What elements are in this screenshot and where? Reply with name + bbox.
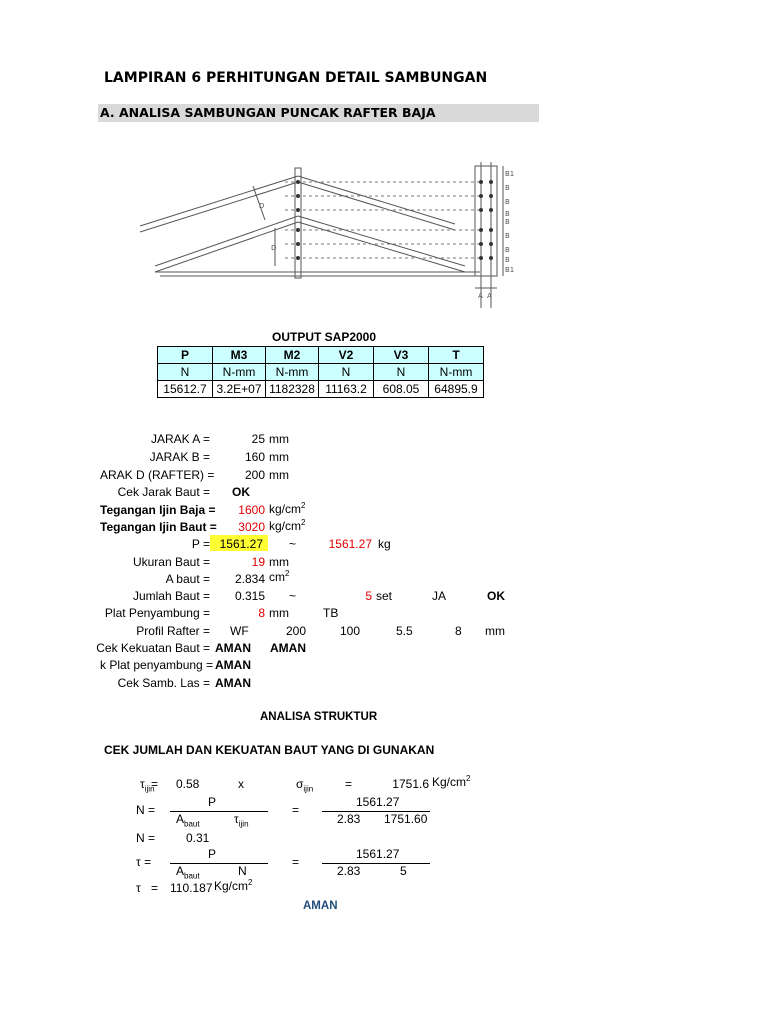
tau-num-value: 1561.27 xyxy=(356,847,400,861)
plat-tb: TB xyxy=(323,606,339,620)
cek-kekuatan-value: AMAN xyxy=(215,641,251,655)
n-num-value: 1561.27 xyxy=(356,795,400,809)
value-m3: 3.2E+07 xyxy=(213,381,266,398)
profil-height: 200 xyxy=(286,624,307,638)
tau-result-value: 110.187 xyxy=(170,881,213,895)
tegangan-baut-label: Tegangan Ijin Baut = xyxy=(100,520,217,534)
n-eq: = xyxy=(292,803,300,817)
unit-t: N-mm xyxy=(429,364,484,381)
jarak-d-unit: mm xyxy=(269,468,289,482)
jumlah-baut-set-unit: set xyxy=(376,589,393,603)
jumlah-baut-label: Jumlah Baut = xyxy=(132,589,210,603)
jumlah-baut-tilde: ~ xyxy=(289,589,297,603)
plat-value: 8 xyxy=(258,606,265,620)
unit-m2: N-mm xyxy=(266,364,319,381)
cek-jarak-label: Cek Jarak Baut = xyxy=(117,485,210,499)
p-tilde: ~ xyxy=(289,537,297,551)
tau-denominator-a: $A_{baut}$ xyxy=(176,864,200,881)
dim-d-lower: D xyxy=(271,244,277,252)
section-a-title: A. ANALISA SAMBUNGAN PUNCAK RAFTER BAJA xyxy=(100,105,436,120)
sigma-ijin-symbol: $\sigma_{ijin}$ xyxy=(296,777,314,794)
profil-flange: 8 xyxy=(455,624,462,638)
sap-output-table xyxy=(157,346,484,398)
ukuran-baut-unit: mm xyxy=(269,555,289,569)
unit-v2: N xyxy=(319,364,374,381)
tau-ijin-symbol: $\tau_{ijin}$ xyxy=(140,777,155,794)
unit-m3: N-mm xyxy=(213,364,266,381)
dim-b-3: B xyxy=(505,210,510,218)
tau-den-value-b: 5 xyxy=(400,864,407,878)
a-baut-label: A baut = xyxy=(165,572,210,586)
unit-v3: N xyxy=(374,364,429,381)
dim-b-2: B xyxy=(505,198,510,206)
jarak-a-unit: mm xyxy=(269,432,289,446)
jumlah-baut-set: 5 xyxy=(365,589,372,603)
analisa-title: ANALISA STRUKTUR xyxy=(260,711,378,723)
sigma-value: 1751.6 xyxy=(392,777,429,791)
profil-wf: WF xyxy=(230,624,249,638)
tegangan-baut-unit: $kg/cm^2$ xyxy=(269,518,306,533)
header-t: T xyxy=(429,347,484,364)
jarak-d-label: ARAK D (RAFTER) = xyxy=(100,468,215,482)
n-denominator-tau: $\tau_{ijin}$ xyxy=(234,812,249,829)
a-baut-value: 2.834 xyxy=(234,572,265,586)
jarak-a-value: 25 xyxy=(251,432,265,446)
plat-unit: mm xyxy=(269,606,289,620)
profil-web: 5.5 xyxy=(396,624,413,638)
header-v2: V2 xyxy=(319,347,374,364)
dim-b-5: B xyxy=(505,232,510,240)
dim-b-1: B xyxy=(505,184,510,192)
header-m3: M3 xyxy=(213,347,266,364)
header-m2: M2 xyxy=(266,347,319,364)
dim-b-4: B xyxy=(505,218,510,226)
p-value-rounded: 1561.27 xyxy=(328,537,372,551)
profil-label: Profil Rafter = xyxy=(136,624,210,638)
tau-label: τ = xyxy=(136,855,152,869)
tau-result-unit: $Kg/cm^2$ xyxy=(214,878,253,893)
ukuran-baut-value: 19 xyxy=(251,555,265,569)
n-denominator-a: $A_{baut}$ xyxy=(176,812,200,829)
cek-plat-value: AMAN xyxy=(215,658,251,672)
value-p: 15612.7 xyxy=(158,381,213,398)
p-value: 1561.27 xyxy=(219,537,263,551)
tau-eq: = xyxy=(151,777,159,791)
cek-las-value: AMAN xyxy=(215,676,251,690)
tegangan-baja-unit: $kg/cm^2$ xyxy=(269,501,306,516)
jumlah-baut-value: 0.315 xyxy=(234,589,265,603)
tau-den-value-a: 2.83 xyxy=(337,864,361,878)
header-v3: V3 xyxy=(374,347,429,364)
p-unit: kg xyxy=(378,537,391,551)
tau-denominator-n: N xyxy=(238,864,247,878)
coef-value: 0.58 xyxy=(176,777,200,791)
a-baut-unit: $cm^2$ xyxy=(269,569,290,584)
rafter-connection-drawing xyxy=(135,158,515,318)
plat-label: Plat Penyambung = xyxy=(104,606,210,620)
n-den-value-a: 2.83 xyxy=(337,812,361,826)
ukuran-baut-label: Ukuran Baut = xyxy=(132,555,210,569)
value-t: 64895.9 xyxy=(429,381,484,398)
dim-b-6: B xyxy=(505,246,510,254)
n-numerator: P xyxy=(208,795,217,809)
dim-a-left: A xyxy=(478,292,483,300)
n-result-value: 0.31 xyxy=(186,831,210,845)
output-title: OUTPUT SAP2000 xyxy=(272,330,377,344)
n-label: N = xyxy=(136,803,156,817)
value-m2: 1182328 xyxy=(266,381,319,398)
value-v2: 11163.2 xyxy=(319,381,374,398)
tau-result-symbol: τ xyxy=(136,881,141,895)
dim-d-upper: D xyxy=(259,202,265,210)
tau-eq-2: = xyxy=(292,855,300,869)
n-den-value-b: 1751.60 xyxy=(384,812,428,826)
unit-p: N xyxy=(158,364,213,381)
dim-b1-top: B1 xyxy=(505,170,515,178)
jarak-b-unit: mm xyxy=(269,450,289,464)
page-heading: LAMPIRAN 6 PERHITUNGAN DETAIL SAMBUNGAN xyxy=(104,70,488,86)
jarak-d-value: 200 xyxy=(244,468,265,482)
cek-kekuatan-value-2: AMAN xyxy=(270,641,306,655)
cek-las-label: Cek Samb. Las = xyxy=(117,676,210,690)
tau-result-eq: = xyxy=(151,881,159,895)
jarak-b-value: 160 xyxy=(244,450,265,464)
jumlah-baut-ok: OK xyxy=(487,589,505,603)
jarak-a-label: JARAK A = xyxy=(150,432,210,446)
tegangan-baut-value: 3020 xyxy=(238,520,265,534)
n-result-label: N = xyxy=(136,831,156,845)
p-label: P = xyxy=(191,537,210,551)
value-v3: 608.05 xyxy=(374,381,429,398)
jumlah-baut-ja: JA xyxy=(432,589,447,603)
dim-a-right: A xyxy=(487,292,492,300)
dim-b1-bottom: B1 xyxy=(505,266,515,274)
profil-unit: mm xyxy=(485,624,505,638)
multiply-x: x xyxy=(238,777,244,791)
cek-baut-title: CEK JUMLAH DAN KEKUATAN BAUT YANG DI GUNAKAN xyxy=(104,743,435,757)
dim-b-7: B xyxy=(505,256,510,264)
cek-plat-label: k Plat penyambung = xyxy=(100,658,214,672)
cek-kekuatan-label: Cek Kekuatan Baut = xyxy=(96,641,210,655)
tegangan-baja-label: Tegangan Ijin Baja = xyxy=(100,503,216,517)
header-p: P xyxy=(158,347,213,364)
tau-numerator: P xyxy=(208,847,217,861)
tegangan-baja-value: 1600 xyxy=(238,503,265,517)
sigma-eq: = xyxy=(345,777,353,791)
profil-width: 100 xyxy=(340,624,361,638)
cek-jarak-value: OK xyxy=(232,485,250,499)
jarak-b-label: JARAK B = xyxy=(149,450,210,464)
result-aman: AMAN xyxy=(303,900,338,912)
sigma-unit: $Kg/cm^2$ xyxy=(432,774,471,789)
